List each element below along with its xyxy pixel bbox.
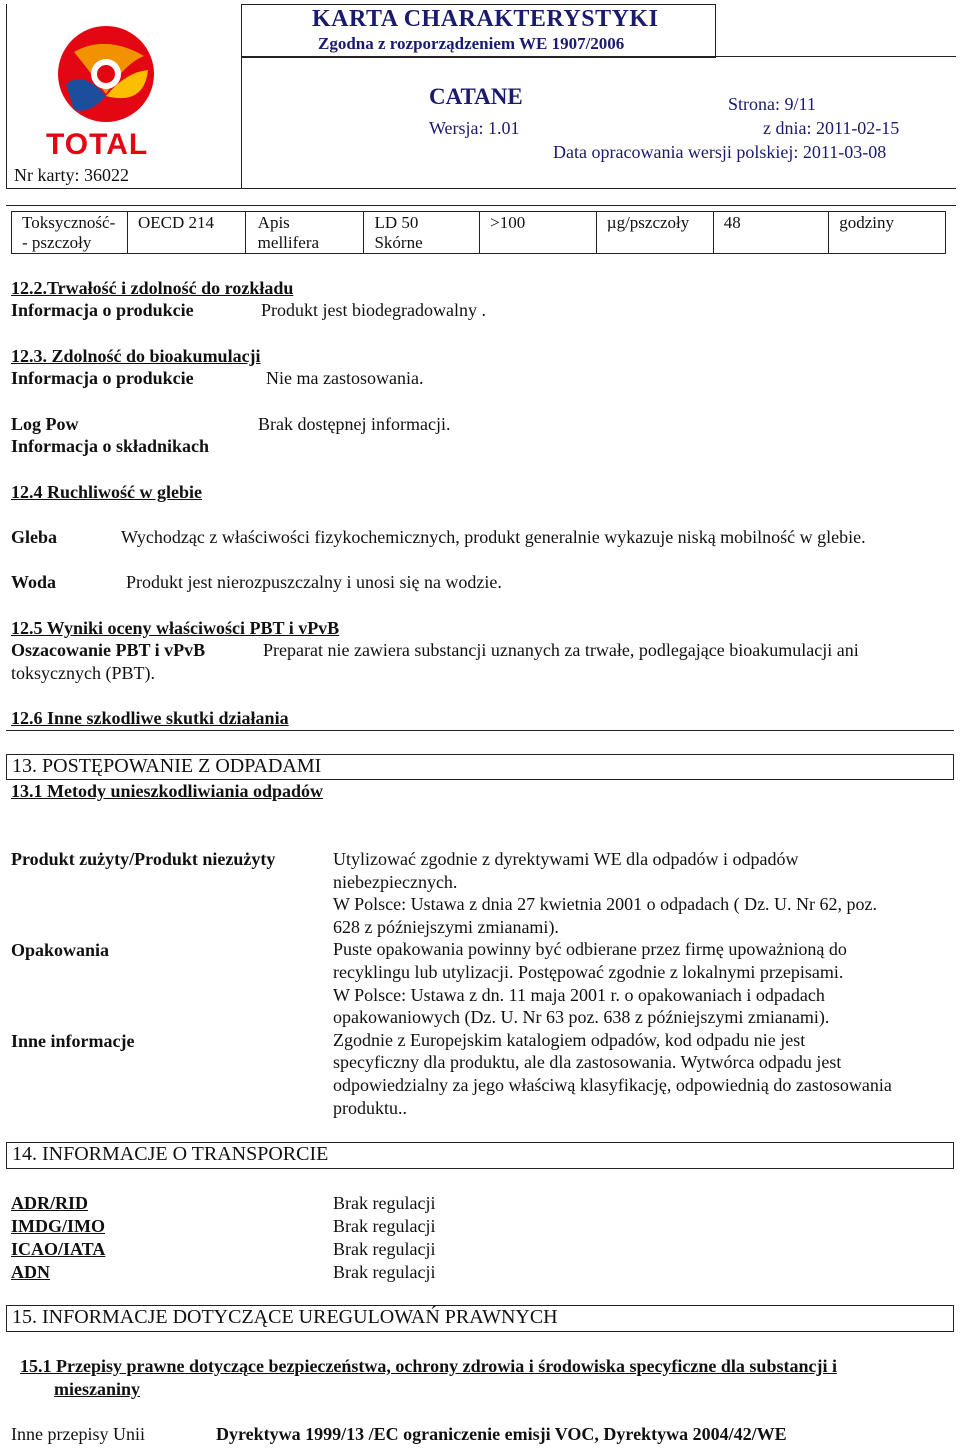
transport-label-imdg: IMDG/IMO <box>11 1216 105 1236</box>
section-15-heading: 15. INFORMACJE DOTYCZĄCE UREGULOWAŃ PRAWNYCH <box>12 1306 558 1328</box>
text-line: Puste opakowania powinny być odbierane przez firmę upoważnioną do <box>333 939 847 960</box>
table-cell: OECD 214 <box>127 212 245 254</box>
water-label: Woda <box>11 572 57 592</box>
transport-label-adr: ADR/RID <box>11 1193 89 1213</box>
text-line: niebezpiecznych. <box>333 871 458 892</box>
log-pow-label: Log Pow <box>11 414 79 434</box>
text-line: produktu.. <box>333 1097 407 1118</box>
table-cell: >100 <box>480 212 597 254</box>
version: Wersja: 1.01 <box>429 118 520 138</box>
section-13-1-heading: 13.1 Metody unieszkodliwiania odpadów <box>11 781 324 801</box>
section-15-1-heading: 15.1 Przepisy prawne dotyczące bezpieczeństwa, ochrony zdrowia i środowiska specyficzne dla substancji i <box>20 1356 837 1376</box>
text-line: specyficzny dla produktu, ale dla zastosowania. Wytwórca odpadu jest <box>333 1052 842 1073</box>
section-12-4-heading: 12.4 Ruchliwość w glebie <box>11 482 202 502</box>
version-date: z dnia: 2011-02-15 <box>763 118 900 138</box>
transport-value-imdg: Brak regulacji <box>333 1216 436 1236</box>
text-line: W Polsce: Ustawa z dnia 27 kwietnia 2001 o odpadach ( Dz. U. Nr 62, poz. <box>333 894 878 915</box>
soil-text: Wychodząc z właściwości fizykochemicznych, produkt generalnie wykazuje niską mobilność w glebie. <box>121 527 866 547</box>
section-14-heading: 14. INFORMACJE O TRANSPORCIE <box>12 1143 329 1165</box>
text-line: Utylizować zgodnie z dyrektywami WE dla odpadów i odpadów <box>333 849 799 869</box>
title-under-rule <box>241 56 956 57</box>
section-15-1-heading-cont: mieszaniny <box>54 1379 141 1399</box>
transport-value-icao: Brak regulacji <box>333 1239 436 1259</box>
header-left-rule <box>6 4 7 188</box>
product-info-label: Informacja o produkcie <box>11 300 194 320</box>
waste-disposal-text <box>333 848 892 1119</box>
bioaccumulation-value: Nie ma zastosowania. <box>266 368 424 388</box>
table-row <box>12 212 946 254</box>
used-product-label: Produkt zużyty/Produkt niezużyty <box>11 849 276 869</box>
document-subtitle: Zgodna z rozporządzeniem WE 1907/2006 <box>318 34 625 53</box>
card-number: Nr karty: 36022 <box>14 165 129 185</box>
top-separator <box>6 205 956 206</box>
other-eu-regulations-value: Dyrektywa 1999/13 /EC ograniczenie emisji VOC, Dyrektywa 2004/42/WE <box>216 1424 787 1444</box>
table-cell: Apis mellifera <box>245 212 364 254</box>
text-line: W Polsce: Ustawa z dn. 11 maja 2001 r. o opakowaniach i odpadach <box>333 984 825 1005</box>
water-text: Produkt jest nierozpuszczalny i unosi się na wodzie. <box>126 572 502 592</box>
pbt-label: Oszacowanie PBT i vPvB <box>11 640 206 660</box>
other-eu-regulations-label: Inne przepisy Unii <box>11 1424 145 1444</box>
table-cell: µg/pszczoły <box>596 212 713 254</box>
table-cell: 48 <box>713 212 829 254</box>
header-bottom-rule <box>6 188 956 189</box>
bee-toxicity-table <box>11 211 946 254</box>
pbt-text-line1: Preparat nie zawiera substancji uznanych za trwałe, podlegające bioakumulacji ani <box>263 640 859 660</box>
text-line: odpowiedzialny za jego właściwą klasyfikację, odpowiednią do zastosowania <box>333 1074 892 1095</box>
section-separator <box>6 730 954 731</box>
section-14-box <box>6 1142 954 1169</box>
soil-label: Gleba <box>11 527 58 547</box>
transport-label-icao: ICAO/IATA <box>11 1239 106 1259</box>
section-12-5-heading: 12.5 Wyniki oceny właściwości PBT i vPvB <box>11 618 340 638</box>
section-12-3-heading: 12.3. Zdolność do bioakumulacji <box>11 346 261 366</box>
product-info-label: Informacja o produkcie <box>11 368 194 388</box>
section-12-2-heading: 12.2.Trwałość i zdolność do rozkładu <box>11 278 294 298</box>
logo-wordmark: TOTAL <box>46 128 149 161</box>
document-title: KARTA CHARAKTERYSTYKI <box>312 6 659 32</box>
components-info-label: Informacja o składnikach <box>11 436 210 456</box>
table-cell: Toksyczność- - pszczoły <box>12 212 128 254</box>
transport-value-adr: Brak regulacji <box>333 1193 436 1213</box>
text-line: 628 z późniejszymi zmianami). <box>333 916 559 937</box>
log-pow-value: Brak dostępnej informacji. <box>258 414 451 434</box>
text-line: Zgodnie z Europejskim katalogiem odpadów, kod odpadu nie jest <box>333 1029 806 1050</box>
page-number: Strona: 9/11 <box>728 94 816 114</box>
other-info-label: Inne informacje <box>11 1031 135 1051</box>
text-line: recyklingu lub utylizacji. Postępować zgodnie z lokalnymi przepisami. <box>333 961 844 982</box>
total-logo <box>44 14 168 160</box>
packaging-label: Opakowania <box>11 940 110 960</box>
biodegradability-value: Produkt jest biodegradowalny . <box>261 300 486 320</box>
section-12-6-heading: 12.6 Inne szkodliwe skutki działania <box>11 708 289 728</box>
table-cell: godziny <box>829 212 946 254</box>
transport-value-adn: Brak regulacji <box>333 1262 436 1282</box>
transport-label-adn: ADN <box>11 1262 50 1282</box>
section-13-heading: 13. POSTĘPOWANIE Z ODPADAMI <box>12 755 322 777</box>
table-cell: LD 50 Skórne <box>364 212 480 254</box>
section-15-box <box>6 1305 954 1332</box>
polish-version-date: Data opracowania wersji polskiej: 2011-03-08 <box>553 142 887 162</box>
text-line: opakowaniowych (Dz. U. Nr 63 poz. 638 z późniejszymi zmianami). <box>333 1007 830 1028</box>
section-13-box <box>6 754 954 780</box>
product-name: CATANE <box>429 84 523 109</box>
pbt-text-line2: toksycznych (PBT). <box>11 663 155 683</box>
